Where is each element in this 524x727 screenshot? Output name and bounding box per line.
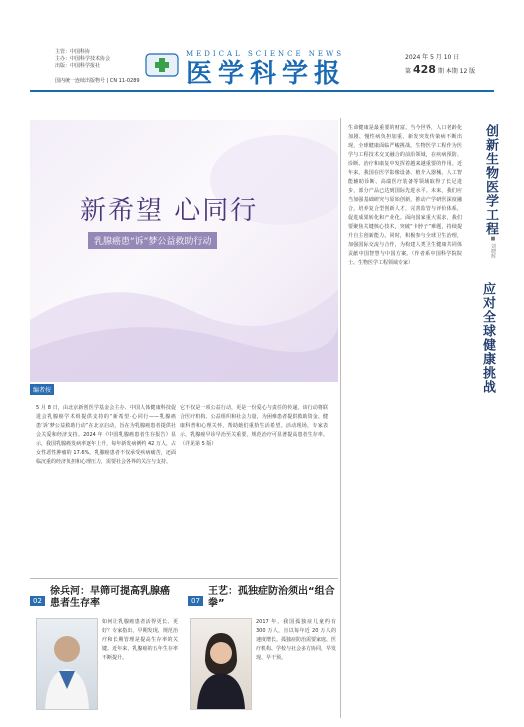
hero-subtitle: 乳腺癌患“诉”梦公益救助行动: [88, 232, 217, 249]
issn: 国内统一连续出版物号 | CN 11-0289: [55, 78, 140, 84]
logo-icon: [143, 50, 181, 80]
sidebar-title-2: 应对全球健康挑战: [480, 282, 495, 394]
issue-info: [405, 63, 475, 76]
sidebar-article: 生命健康是最重要的财富。当今世界，人口老龄化加剧、慢性病负担加重、新发突发传染病不断出现，全球健康面临严峻挑战。生物医学工程作为医学与工程技术交叉融合的前沿领域，在疾病预防、诊断、治疗和康复中发挥着越来越重要的作用。近年来，我国在医学影像设备、植介入器械、人工智能辅助诊断、高端医疗装备等领域取得了长足进步，部分产品已达到国际先进水平。未来，我们应当加强基础研究与原始创新，推动产学研医深度融合，培养复合型创新人才，完善监管与评价体系，促进成果转化和产业化。面向国家重大需求，我们要聚焦关键核心技术，突破“卡脖子”难题，持续提升自主创新能力。同时，积极参与全球卫生治理，加强国际交流与合作，为构建人类卫生健康共同体贡献中国智慧与中国方案。（作者系中国科学院院士、生物医学工程领域专家）: [348, 125, 462, 266]
lead-article-col2: 它不仅是一项公益行动，更是一份爱心与责任的传递。该行动将联合医疗机构、公益组织和社会力量，为困难患者提供救助资金、健康科普和心理关怀，帮助她们重拾生活希望。活动现场，专家表示，乳腺癌早诊早治至关重要，规范治疗可显著提高患者生存率。（详见第 5 版）: [180, 405, 328, 447]
teaser-title: 王艺：孤独症防治须出“组合拳”: [208, 586, 335, 609]
column-divider: [340, 118, 341, 718]
teaser-number: 07: [188, 588, 203, 607]
issue-number: 428: [412, 63, 436, 76]
masthead-info: [55, 49, 145, 70]
masthead-line: 出版：中国科学报社: [55, 63, 101, 69]
lead-article-col1: 5 月 8 日，由北京新创医学基金会主办、中国人体健康科技促进会乳腺癌学术组提供支持的“新希望·心同行——乳腺癌患‘诉’梦公益救助行动”在北京启动，旨在为乳腺癌患者提供社会关爱和经济支持。2024 年《中国乳腺癌患者生存报告》显示，我国乳腺癌发病率逐年上升，每年新发病例约 42 万人，占女性恶性肿瘤的 17.6%。乳腺癌患者不仅承受疾病痛苦，还面临沉重的经济负担和心理压力，需要社会各界的关注与支持。: [36, 405, 176, 465]
issue-label: 第: [405, 68, 412, 75]
hero-decor: [30, 120, 338, 382]
teaser-2[interactable]: [188, 586, 338, 716]
teaser-text: 如何让乳腺癌患者活得更长、更好？专家指出，早期发现、规范治疗和长期管理是提高生存率的关键。近年来，乳腺癌的五年生存率不断提升。: [102, 619, 178, 661]
masthead-line: 主办：中国科学技术协会: [55, 56, 111, 62]
teaser-photo: [190, 618, 252, 710]
masthead-rule: [30, 90, 494, 92]
teaser-title: 徐兵河：早筛可提高乳腺癌患者生存率: [50, 586, 170, 609]
teaser-photo: [36, 618, 98, 710]
issue-suffix: 期 本期 12 版: [437, 68, 476, 75]
hero-title: 新希望 心同行: [80, 196, 259, 226]
sidebar-byline: ■ 刘晓辉: [490, 236, 496, 259]
section-divider: [30, 578, 338, 579]
editor-note-tag: 编者按: [30, 384, 54, 395]
teaser-text: 2017 年，我国孤独症儿童约有 300 万人，且以每年近 20 万人的速度增长。孤独症防治需要家庭、医疗机构、学校与社会多方协同，早发现、早干预。: [256, 619, 336, 661]
hero-image: [30, 120, 338, 382]
sidebar-title: 创新生物医学工程: [483, 124, 498, 236]
teaser-number: 02: [30, 588, 45, 607]
newspaper-title: 医学科学报: [186, 59, 347, 89]
masthead-line: 主管：中国科协: [55, 49, 91, 55]
title-en: MEDICAL SCIENCE NEWS: [186, 50, 345, 58]
teaser-1[interactable]: [30, 586, 180, 716]
pub-date: 2024 年 5 月 10 日: [405, 54, 460, 61]
